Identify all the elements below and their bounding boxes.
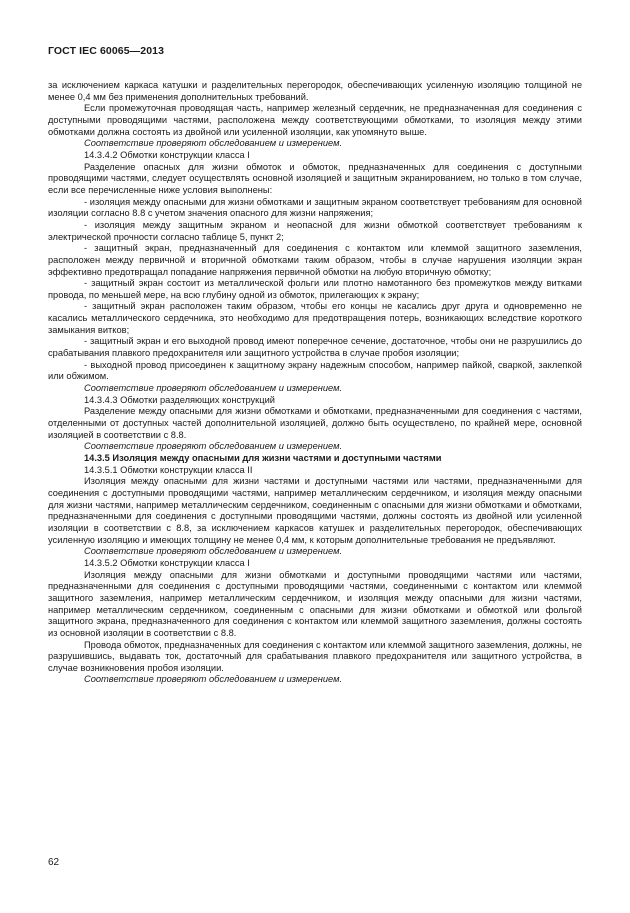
paragraph: Соответствие проверяют обследованием и измерением. bbox=[84, 546, 343, 557]
paragraph: - изоляция между защитным экраном и неопасной для жизни обмоткой соответствует требованиям к электрической прочности согласно таблице 5, пункт 2; bbox=[48, 219, 582, 242]
paragraph: 14.3.4.2 Обмотки конструкции класса I bbox=[84, 149, 250, 160]
paragraph: 14.3.5 Изоляция между опасными для жизни частями и доступными частями bbox=[84, 453, 442, 463]
paragraph: за исключением каркаса катушки и разделительных перегородок, обеспечивающих усиленную изоляцию толщиной не менее 0,4 мм без применения дополнительных требований. bbox=[48, 80, 582, 102]
paragraph: - защитный экран и его выходной провод имеют поперечное сечение, достаточное, чтобы они не разрушились до срабатывания плавкого предохранителя или защитного устройства в случае пробоя изоляции; bbox=[48, 336, 582, 359]
paragraph: Соответствие проверяют обследованием и измерением. bbox=[84, 441, 343, 452]
page-number: 62 bbox=[48, 857, 60, 868]
paragraph: Изоляция между опасными для жизни обмотками и доступными проводящими частями или частями, предназначенными для соединения с доступными проводящими частями, соединенными с контактом или клеммой защитного заземления, например металлическим сердечником, и изоляция между опасными для жизни частями, например металлическим сердечником, соединенным с опасными для жизни обмотками и обмоткой или фольгой защитного экрана, предназначенного для соединения с контактом или клеммой защитного заземления, должны состоять из основной изоляции в соответствии с 8.8. bbox=[48, 569, 582, 638]
paragraph: Изоляция между опасными для жизни частями и доступными частями или частями, предназначенными для соединения с доступными проводящими частями, например металлическим сердечником, и изоляция между опасными для жизни частями, например металлическим сердечником, соединенным с опасными для жизни обмотками и обмотками, предназначенными для соединения с доступными проводящими частями, должны состоять из двойной или усиленной изоляции в соответствии с 8.8, за исключением каркасов катушек и разделительных перегородок, обеспечивающих усиленную изоляцию и имеющих толщину не менее 0,4 мм, к которым дополнительные требования не предъявляют. bbox=[48, 476, 582, 545]
paragraph: 14.3.5.1 Обмотки конструкции класса II bbox=[84, 464, 253, 475]
paragraph: Соответствие проверяют обследованием и измерением. bbox=[84, 383, 343, 394]
paragraph: 14.3.5.2 Обмотки конструкции класса I bbox=[84, 557, 250, 568]
paragraph: Соответствие проверяют обследованием и измерением. bbox=[84, 138, 343, 149]
paragraph: - выходной провод присоединен к защитному экрану надежным способом, например пайкой, сваркой, заклепкой или обжимом. bbox=[48, 359, 582, 382]
paragraph: Разделение опасных для жизни обмоток и обмоток, предназначенных для соединения с доступными проводящими частями, следует осуществлять основной изоляцией и защитным экранированием, но только в том случае, если все перечисленные ниже условия выполнены: bbox=[48, 161, 582, 195]
paragraph: Соответствие проверяют обследованием и измерением. bbox=[84, 674, 343, 685]
paragraph: 14.3.4.3 Обмотки разделяющих конструкций bbox=[84, 394, 275, 405]
paragraph: - защитный экран состоит из металлической фольги или плотно намотанного без промежутков между витками провода, по меньшей мере, на всю глубину одной из обмоток, прилегающих к экрану; bbox=[48, 278, 582, 300]
paragraph: - защитный экран, предназначенный для соединения с контактом или клеммой защитного заземления, расположен между первичной и вторичной обмотками таким образом, чтобы в случае нарушения изоляции экран эффективно предотвращал попадание напряжения первичной обмотки на любую вторичную обмотку; bbox=[48, 243, 582, 277]
paragraph: - изоляция между опасными для жизни обмотками и защитным экраном соответствует требованиям для основной изоляции согласно 8.8 с учетом значения опасного для жизни напряжения; bbox=[48, 196, 582, 219]
paragraph: Если промежуточная проводящая часть, например железный сердечник, не предназначенная для соединения с доступными проводящими частями, расположена между соответствующими обмотками, то изоляция между этими обмотками должна состоять из двойной или усиленной изоляции, как упомянуто выше. bbox=[48, 103, 582, 137]
paragraph: - защитный экран расположен таким образом, чтобы его концы не касались друг друга и одновременно не касались металлического сердечника, это необходимо для предотвращения потерь, возникающих вследствие короткого замыкания витков; bbox=[48, 301, 582, 335]
paragraph: Провода обмоток, предназначенных для соединения с контактом или клеммой защитного заземления, должны, не разрушившись, выдавать ток, достаточный для срабатывания плавкого предохранителя или защитного устройства, в случае возникновения пробоя изоляции. bbox=[48, 639, 582, 673]
paragraph: Разделение между опасными для жизни обмотками и обмотками, предназначенными для соединения с частями, отделенными от доступных частей дополнительной изоляцией, должно быть осуществлено, по крайней мере, основной изоляцией в соответствии с 8.8. bbox=[48, 406, 582, 440]
page-header: ГОСТ IEC 60065—2013 bbox=[48, 45, 165, 57]
document-body bbox=[48, 80, 582, 686]
